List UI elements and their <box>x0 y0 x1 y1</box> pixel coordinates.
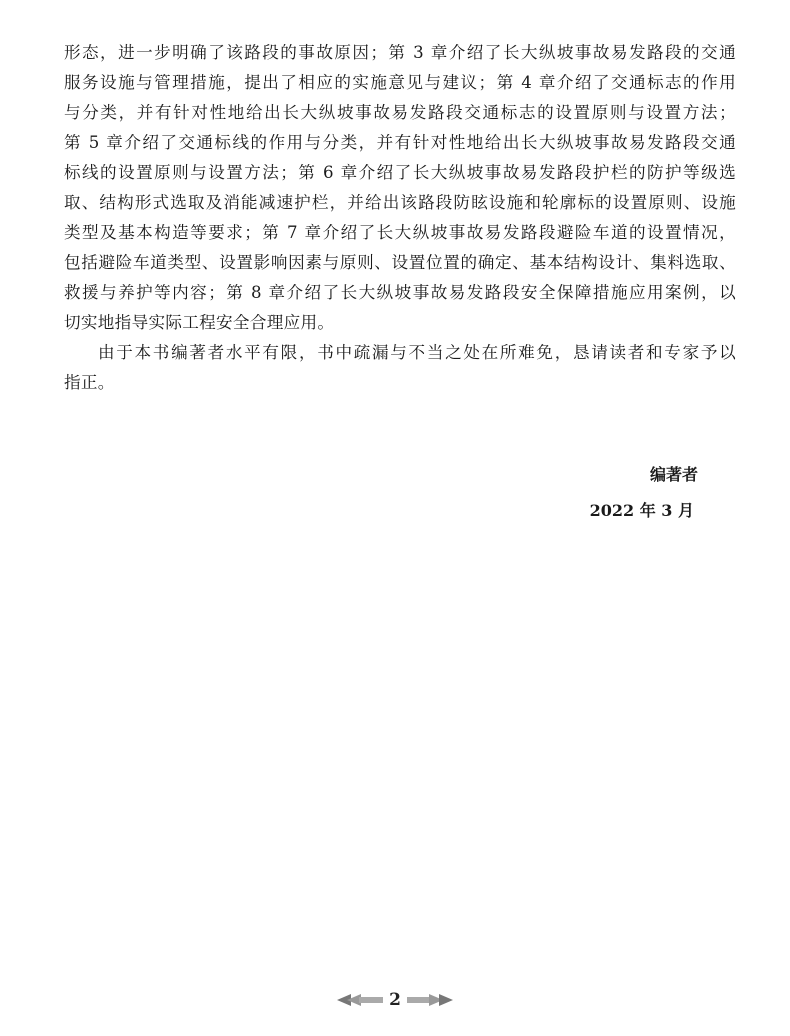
page-footer <box>0 990 790 1011</box>
paragraph1-line: 标线的设置原则与设置方法；第 6 章介绍了长大纵坡事故易发路段护栏的防护等级选 <box>64 163 736 182</box>
double-right-arrow-icon <box>407 993 453 1007</box>
paragraph2-line: 由于本书编著者水平有限，书中疏漏与不当之处在所难免，恳请读者和专家予以 <box>98 343 736 362</box>
paragraph1-line: 形态，进一步明确了该路段的事故原因；第 3 章介绍了长大纵坡事故易发路段的交通 <box>64 43 736 62</box>
preface-body <box>64 38 736 398</box>
paragraph1-line: 包括避险车道类型、设置影响因素与原则、设置位置的确定、基本结构设计、集料选取、 <box>64 253 736 272</box>
double-left-arrow-icon <box>337 993 383 1007</box>
paragraph1-line: 切实地指导实际工程安全合理应用。 <box>64 313 335 332</box>
page-number: 2 <box>389 990 401 1010</box>
paragraph1-line: 与分类，并有针对性地给出长大纵坡事故易发路段交通标志的设置原则与设置方法； <box>64 103 736 122</box>
paragraph1-line: 服务设施与管理措施，提出了相应的实施意见与建议；第 4 章介绍了交通标志的作用 <box>64 73 736 92</box>
paragraph1-line: 第 5 章介绍了交通标线的作用与分类，并有针对性地给出长大纵坡事故易发路段交通 <box>64 133 736 152</box>
paragraph1-line: 救援与养护等内容；第 8 章介绍了长大纵坡事故易发路段安全保障措施应用案例，以 <box>64 283 736 302</box>
paragraph1-line: 类型及基本构造等要求；第 7 章介绍了长大纵坡事故易发路段避险车道的设置情况， <box>64 223 736 242</box>
paragraph1-line: 取、结构形式选取及消能减速护栏，并给出该路段防眩设施和轮廓标的设置原则、设施 <box>64 193 736 212</box>
paragraph2-line: 指正。 <box>64 373 115 392</box>
signature-author: 编著者 <box>649 465 698 484</box>
signature-date: 2022 年 3 月 <box>589 501 694 520</box>
